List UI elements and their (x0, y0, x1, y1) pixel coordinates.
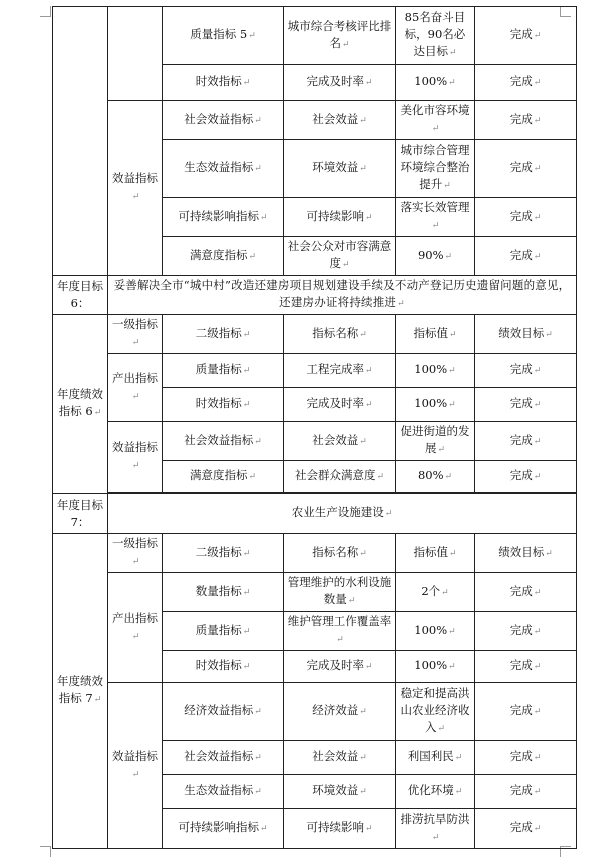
target-cell: 完成 ↵ (475, 198, 577, 237)
page-corner-mark (40, 6, 51, 17)
level2-cell: 质量指标 5 ↵ (163, 7, 284, 65)
target-cell: 完成 ↵ (475, 354, 577, 388)
indicator-value-cell: 2个 ↵ (396, 573, 475, 612)
target-cell: 完成 ↵ (475, 388, 577, 422)
target-cell: 完成 ↵ (475, 237, 577, 276)
goal-label: 年度目标 6： (53, 276, 108, 315)
level2-cell: 时效指标 ↵ (163, 388, 284, 422)
table-row (53, 354, 577, 388)
indicator-name-cell: 经济效益 ↵ (284, 683, 396, 741)
target-cell: 完成 ↵ (475, 573, 577, 612)
header-level2: 二级指标 ↵ (163, 534, 284, 573)
target-cell: 完成 ↵ (475, 809, 577, 849)
indicator-name-cell: 完成及时率 ↵ (284, 65, 396, 101)
header-target: 绩效目标 ↵ (475, 315, 577, 354)
indicator-name-cell: 环境效益 ↵ (284, 140, 396, 198)
indicator-name-cell: 可持续影响 ↵ (284, 198, 396, 237)
header-target: 绩效目标 ↵ (475, 534, 577, 573)
level2-cell: 生态效益指标 ↵ (163, 140, 284, 198)
level2-cell: 满意度指标 ↵ (163, 461, 284, 493)
indicator-value-cell: 100% ↵ (396, 651, 475, 683)
indicator-name-cell: 城市综合考核评比排名 ↵ (284, 7, 396, 65)
header-value: 指标值 ↵ (396, 534, 475, 573)
performance-label: 年度绩效指标 6 ↵ (53, 315, 108, 494)
target-cell: 完成 ↵ (475, 422, 577, 461)
level2-cell: 社会效益指标 ↵ (163, 101, 284, 140)
level2-cell: 时效指标 ↵ (163, 651, 284, 683)
target-cell: 完成 ↵ (475, 775, 577, 809)
level1-label-benefit: 效益指标 ↵ (108, 101, 163, 276)
indicator-name-cell: 维护管理工作覆盖率 ↵ (284, 612, 396, 651)
target-cell: 完成 ↵ (475, 612, 577, 651)
indicator-name-cell: 管理维护的水利设施数量 ↵ (284, 573, 396, 612)
label-cell-empty (108, 7, 163, 101)
level2-cell: 社会效益指标 ↵ (163, 422, 284, 461)
performance-label: 年度绩效指标 7 ↵ (53, 534, 108, 849)
header-level2: 二级指标 ↵ (163, 315, 284, 354)
indicator-name-cell: 社会群众满意度 ↵ (284, 461, 396, 493)
level2-cell: 生态效益指标 ↵ (163, 775, 284, 809)
target-cell: 完成 ↵ (475, 7, 577, 65)
table-header-row (53, 534, 577, 573)
target-cell: 完成 ↵ (475, 461, 577, 493)
table-row (53, 494, 577, 534)
goal-text: 农业生产设施建设 ↵ (108, 494, 577, 534)
target-cell: 完成 ↵ (475, 101, 577, 140)
table-row (53, 7, 577, 65)
table-row (53, 101, 577, 140)
indicator-value-cell: 美化市容环境 ↵ (396, 101, 475, 140)
indicator-value-cell: 100% ↵ (396, 612, 475, 651)
level2-cell: 可持续影响指标 ↵ (163, 809, 284, 849)
indicator-value-cell: 稳定和提高洪山农业经济收入 ↵ (396, 683, 475, 741)
goal-label: 年度目标 7： (53, 494, 108, 534)
indicator-name-cell: 可持续影响 ↵ (284, 809, 396, 849)
level2-cell: 质量指标 ↵ (163, 354, 284, 388)
indicator-value-cell: 促进街道的发展 ↵ (396, 422, 475, 461)
indicator-name-cell: 完成及时率 ↵ (284, 388, 396, 422)
target-cell: 完成 ↵ (475, 65, 577, 101)
indicator-value-cell: 100% ↵ (396, 354, 475, 388)
indicator-value-cell: 80% ↵ (396, 461, 475, 493)
goal-text: 妥善解决全市“城中村”改造还建房项目规划建设手续及不动产登记历史遗留问题的意见，还建房办证将持续推进 ↵ (108, 276, 577, 315)
level2-cell: 社会效益指标 ↵ (163, 741, 284, 775)
level2-cell: 经济效益指标 ↵ (163, 683, 284, 741)
indicator-name-cell: 环境效益 ↵ (284, 775, 396, 809)
table-row (53, 276, 577, 315)
header-level1: 一级指标 ↵ (108, 315, 163, 354)
target-cell: 完成 ↵ (475, 140, 577, 198)
label-cell-empty (53, 7, 108, 276)
level1-label-output: 产出指标 ↵ (108, 573, 163, 683)
table-row (53, 683, 577, 741)
level1-label-output: 产出指标 ↵ (108, 354, 163, 422)
indicator-name-cell: 社会效益 ↵ (284, 101, 396, 140)
level2-cell: 数量指标 ↵ (163, 573, 284, 612)
indicator-value-cell: 85名奋斗目标，90名必达目标 ↵ (396, 7, 475, 65)
header-level1: 一级指标 ↵ (108, 534, 163, 573)
target-cell: 完成 ↵ (475, 683, 577, 741)
indicator-name-cell: 社会公众对市容满意度 ↵ (284, 237, 396, 276)
indicator-value-cell: 90% ↵ (396, 237, 475, 276)
indicator-value-cell: 排涝抗旱防洪 ↵ (396, 809, 475, 849)
level2-cell: 质量指标 ↵ (163, 612, 284, 651)
target-cell: 完成 ↵ (475, 651, 577, 683)
indicator-name-cell: 工程完成率 ↵ (284, 354, 396, 388)
target-cell: 完成 ↵ (475, 741, 577, 775)
page-corner-mark (40, 846, 51, 857)
level2-cell: 满意度指标 ↵ (163, 237, 284, 276)
indicator-value-cell: 100% ↵ (396, 388, 475, 422)
indicator-name-cell: 社会效益 ↵ (284, 741, 396, 775)
indicator-value-cell: 100% ↵ (396, 65, 475, 101)
table-row (53, 422, 577, 461)
indicator-name-cell: 社会效益 ↵ (284, 422, 396, 461)
indicator-value-cell: 优化环境 ↵ (396, 775, 475, 809)
indicator-value-cell: 城市综合管理环境综合整治提升 ↵ (396, 140, 475, 198)
table-header-row (53, 315, 577, 354)
header-name: 指标名称 ↵ (284, 534, 396, 573)
header-name: 指标名称 ↵ (284, 315, 396, 354)
indicator-value-cell: 利国利民 ↵ (396, 741, 475, 775)
table-row (53, 573, 577, 612)
level1-label-benefit: 效益指标 ↵ (108, 422, 163, 493)
level1-label-benefit: 效益指标 ↵ (108, 683, 163, 849)
header-value: 指标值 ↵ (396, 315, 475, 354)
indicator-value-cell: 落实长效管理 ↵ (396, 198, 475, 237)
indicator-name-cell: 完成及时率 ↵ (284, 651, 396, 683)
level2-cell: 时效指标 ↵ (163, 65, 284, 101)
level2-cell: 可持续影响指标 ↵ (163, 198, 284, 237)
performance-indicator-table (52, 6, 577, 849)
